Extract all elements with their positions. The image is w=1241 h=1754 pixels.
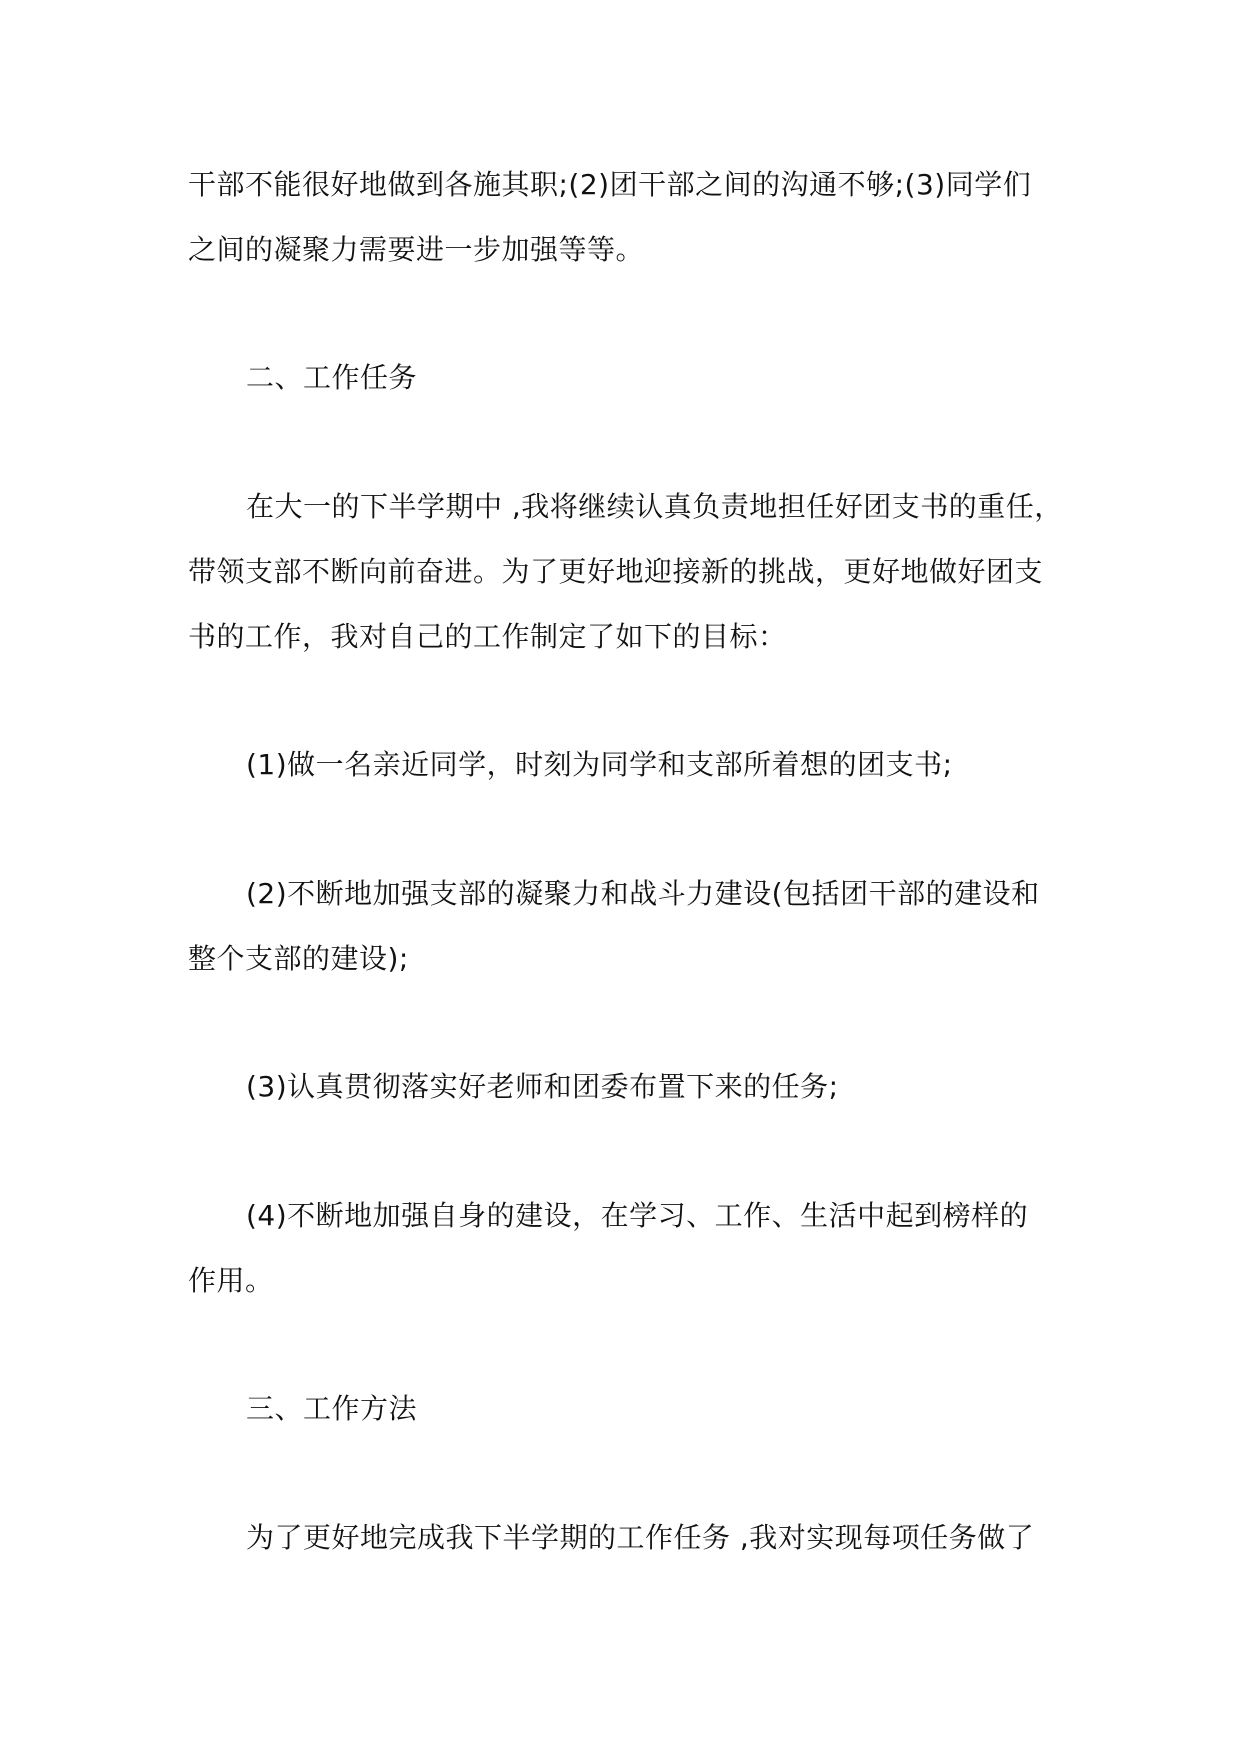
paragraph-line: 为了更好地完成我下半学期的工作任务 ,我对实现每项任务做了 [246,1521,1035,1554]
list-item: (3)认真贯彻落实好老师和团委布置下来的任务; [246,1070,839,1103]
paragraph-line: 书的工作，我对自己的工作制定了如下的目标： [188,620,787,653]
section-heading: 三、工作方法 [246,1392,418,1425]
paragraph-line: 之间的凝聚力需要进一步加强等等。 [188,233,645,266]
paragraph-line: 带领支部不断向前奋进。为了更好地迎接新的挑战，更好地做好团支 [188,555,1044,588]
paragraph-line: 在大一的下半学期中 ,我将继续认真负责地担任好团支书的重任， [246,490,1063,523]
list-item-continuation: 整个支部的建设); [188,942,409,975]
section-heading: 二、工作任务 [246,361,418,394]
list-item: (1)做一名亲近同学，时刻为同学和支部所着想的团支书; [246,748,953,781]
paragraph-line: 干部不能很好地做到各施其职;(2)团干部之间的沟通不够;(3)同学们 [188,168,1032,201]
list-item: (4)不断地加强自身的建设，在学习、工作、生活中起到榜样的 [246,1199,1029,1232]
list-item: (2)不断地加强支部的凝聚力和战斗力建设(包括团干部的建设和 [246,877,1040,910]
list-item-continuation: 作用。 [188,1264,274,1297]
